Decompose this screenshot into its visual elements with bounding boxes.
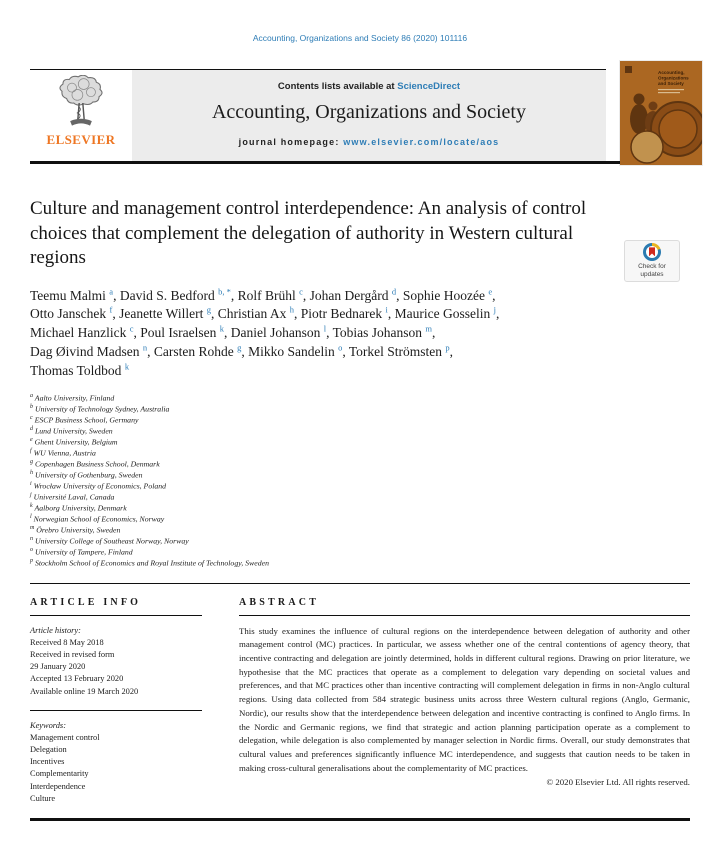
info-line: Incentives — [30, 757, 65, 767]
author-name: Daniel Johanson $^l$, — [230, 323, 330, 341]
svg-text:and Society: and Society — [658, 81, 684, 86]
affiliation-item: $^h$ University of Gothenburg, Sweden — [30, 470, 143, 480]
info-line: Available online 19 March 2020 — [30, 686, 139, 696]
author-name: Dag Øivind Madsen $^n$, — [30, 342, 151, 360]
info-line: Accepted 13 February 2020 — [30, 674, 124, 684]
affiliation-item: $^j$ Université Laval, Canada — [30, 491, 115, 502]
affiliation-item: $^i$ Wrocław University of Economics, Poland — [30, 480, 167, 491]
author-name: Teemu Malmi $^a$, — [30, 286, 117, 303]
journal-cover-thumbnail[interactable] — [620, 61, 702, 165]
author-name: Thomas Toldbod $^k$ — [30, 361, 130, 378]
info-line: 29 January 2020 — [30, 662, 86, 672]
author-name: Carsten Rohde $^g$, — [153, 342, 245, 360]
crossmark-icon — [643, 243, 661, 261]
abstract-text: This study examines the influence of cultural regions on the interdependence between delegation of authority and other management control (MC) practices. In particular, we assess whether one of the central contentions of agency theory, that incentive contracting and delegation are jointly determined, holds in different cultural regions. Drawing on prior literature, we hypothesise that the MC practices that operate as a complement to delegation vary depending on societal values and preferences, and that MC practices other than incentive contracting will complement delegation in firms in non-Anglo cultural regions. Using data collected from 584 strategic business units across three Western cultural regions (Anglo, Germanic, Nordic), our results show that the interdependence between delegation and incentive contracting is confined to Anglo firms. In the Nordic and Germanic regions, we find that strategic and action planning participation operate as a complement to delegation, while delegation is also complemented by manager selection in Nordic firms. Overall, our study demonstrates that cultural values and preferences significantly influence MC interdependence, and suggests that caution needs to be taken in making cross-cultural generalisations about the complementarity of MC practices. — [239, 625, 690, 773]
affiliation-item: $^p$ Stockholm School of Economics and Royal Institute of Technology, Sweden — [30, 557, 269, 568]
info-line: Received 8 May 2018 — [30, 637, 104, 647]
article-info-rule — [30, 615, 202, 616]
history-label: Article history: — [30, 625, 81, 635]
author-name: Maurice Gosselin $^j$, — [394, 304, 500, 322]
info-line: Interdependence — [30, 781, 86, 791]
homepage-line: journal homepage: www.elsevier.com/locate/aos — [238, 137, 500, 147]
info-line: Culture — [30, 793, 56, 803]
abstract-rule — [239, 615, 690, 616]
sciencedirect-link[interactable]: ScienceDirect — [397, 81, 461, 92]
author-name: Johan Dergård $^d$, — [309, 286, 400, 303]
author-name: Piotr Bednarek $^i$, — [300, 304, 392, 322]
affiliation-item: $^l$ Norwegian School of Economics, Norway — [30, 513, 165, 524]
author-name: Mikko Sandelin $^o$, — [248, 342, 346, 360]
elsevier-logo — [30, 70, 132, 161]
journal-header — [30, 69, 690, 164]
author-name: Otto Janschek $^f$, — [30, 304, 116, 322]
journal-citation — [30, 33, 690, 43]
affiliation-item: $^b$ University of Technology Sydney, Australia — [30, 404, 170, 414]
section-divider — [30, 583, 690, 584]
check-updates-label: Check for updates — [638, 262, 666, 278]
footer-divider — [30, 818, 690, 821]
affiliation-item: $^d$ Lund University, Sweden — [30, 426, 113, 436]
journal-first-page — [0, 33, 720, 821]
author-name: Sophie Hoozée $^e$, — [402, 286, 496, 303]
citation-link[interactable]: Accounting, Organizations and Society 86 (2020) 101116 — [252, 33, 468, 43]
svg-text:Accounting,: Accounting, — [658, 70, 685, 75]
affiliation-item: $^f$ WU Vienna, Austria — [30, 448, 96, 458]
journal-cover-art-icon — [620, 61, 702, 165]
abstract-section — [239, 597, 690, 805]
keyword-lines — [30, 732, 213, 805]
history-lines — [30, 637, 213, 698]
affiliation-item: $^c$ ESCP Business School, Germany — [30, 415, 139, 425]
author-name: Tobias Johanson $^m$, — [332, 323, 436, 341]
info-line: Complementarity — [30, 769, 89, 779]
keywords-divider — [30, 710, 202, 711]
author-name: Rolf Brühl $^c$, — [237, 286, 307, 303]
elsevier-wordmark: ELSEVIER — [46, 132, 116, 147]
author-name: Christian Ax $^h$, — [217, 304, 298, 322]
info-line: Received in revised form — [30, 649, 115, 659]
author-name: David S. Bedford $^{b, *}$, — [119, 286, 235, 303]
author-name: Jeanette Willert $^g$, — [119, 304, 215, 322]
contents-line: Contents lists available at ScienceDirect — [277, 81, 461, 92]
svg-text:Organizations: Organizations — [658, 75, 689, 81]
article-info-heading: ARTICLE INFO — [30, 596, 142, 608]
info-abstract-columns — [30, 597, 690, 805]
article-title: Culture and management control interdependence: An analysis of control choices that complement the delegation of authority in Western cultural regions — [30, 198, 587, 269]
author-name: Michael Hanzlick $^c$, — [30, 323, 137, 341]
affiliation-item: $^o$ University of Tampere, Finland — [30, 546, 133, 557]
affiliation-item: $^e$ Ghent University, Belgium — [30, 437, 118, 447]
check-updates-badge[interactable] — [624, 240, 680, 282]
journal-title: Accounting, Organizations and Society — [211, 101, 526, 123]
author-name: Poul Israelsen $^k$, — [140, 323, 228, 341]
header-banner — [132, 70, 606, 161]
affiliation-item: $^a$ Aalto University, Finland — [30, 393, 115, 403]
author-name: Torkel Strömsten $^p$, — [348, 342, 454, 360]
affiliation-item: $^g$ Copenhagen Business School, Denmark — [30, 459, 160, 469]
affiliation-item: $^n$ University College of Southeast Norway, Norway — [30, 535, 189, 546]
homepage-link[interactable]: www.elsevier.com/locate/aos — [343, 137, 500, 147]
copyright-line: © 2020 Elsevier Ltd. All rights reserved. — [546, 776, 690, 787]
info-line: Management control — [30, 732, 100, 742]
info-line: Delegation — [30, 745, 67, 755]
keywords-label: Keywords: — [30, 720, 66, 730]
abstract-heading: ABSTRACT — [239, 596, 320, 608]
author-list — [30, 286, 642, 380]
affiliation-list — [30, 393, 690, 568]
affiliation-item: $^k$ Aalborg University, Denmark — [30, 502, 127, 513]
article-info-section — [30, 597, 213, 805]
elsevier-tree-icon — [53, 75, 109, 131]
affiliation-item: $^m$ Örebro University, Sweden — [30, 524, 121, 535]
